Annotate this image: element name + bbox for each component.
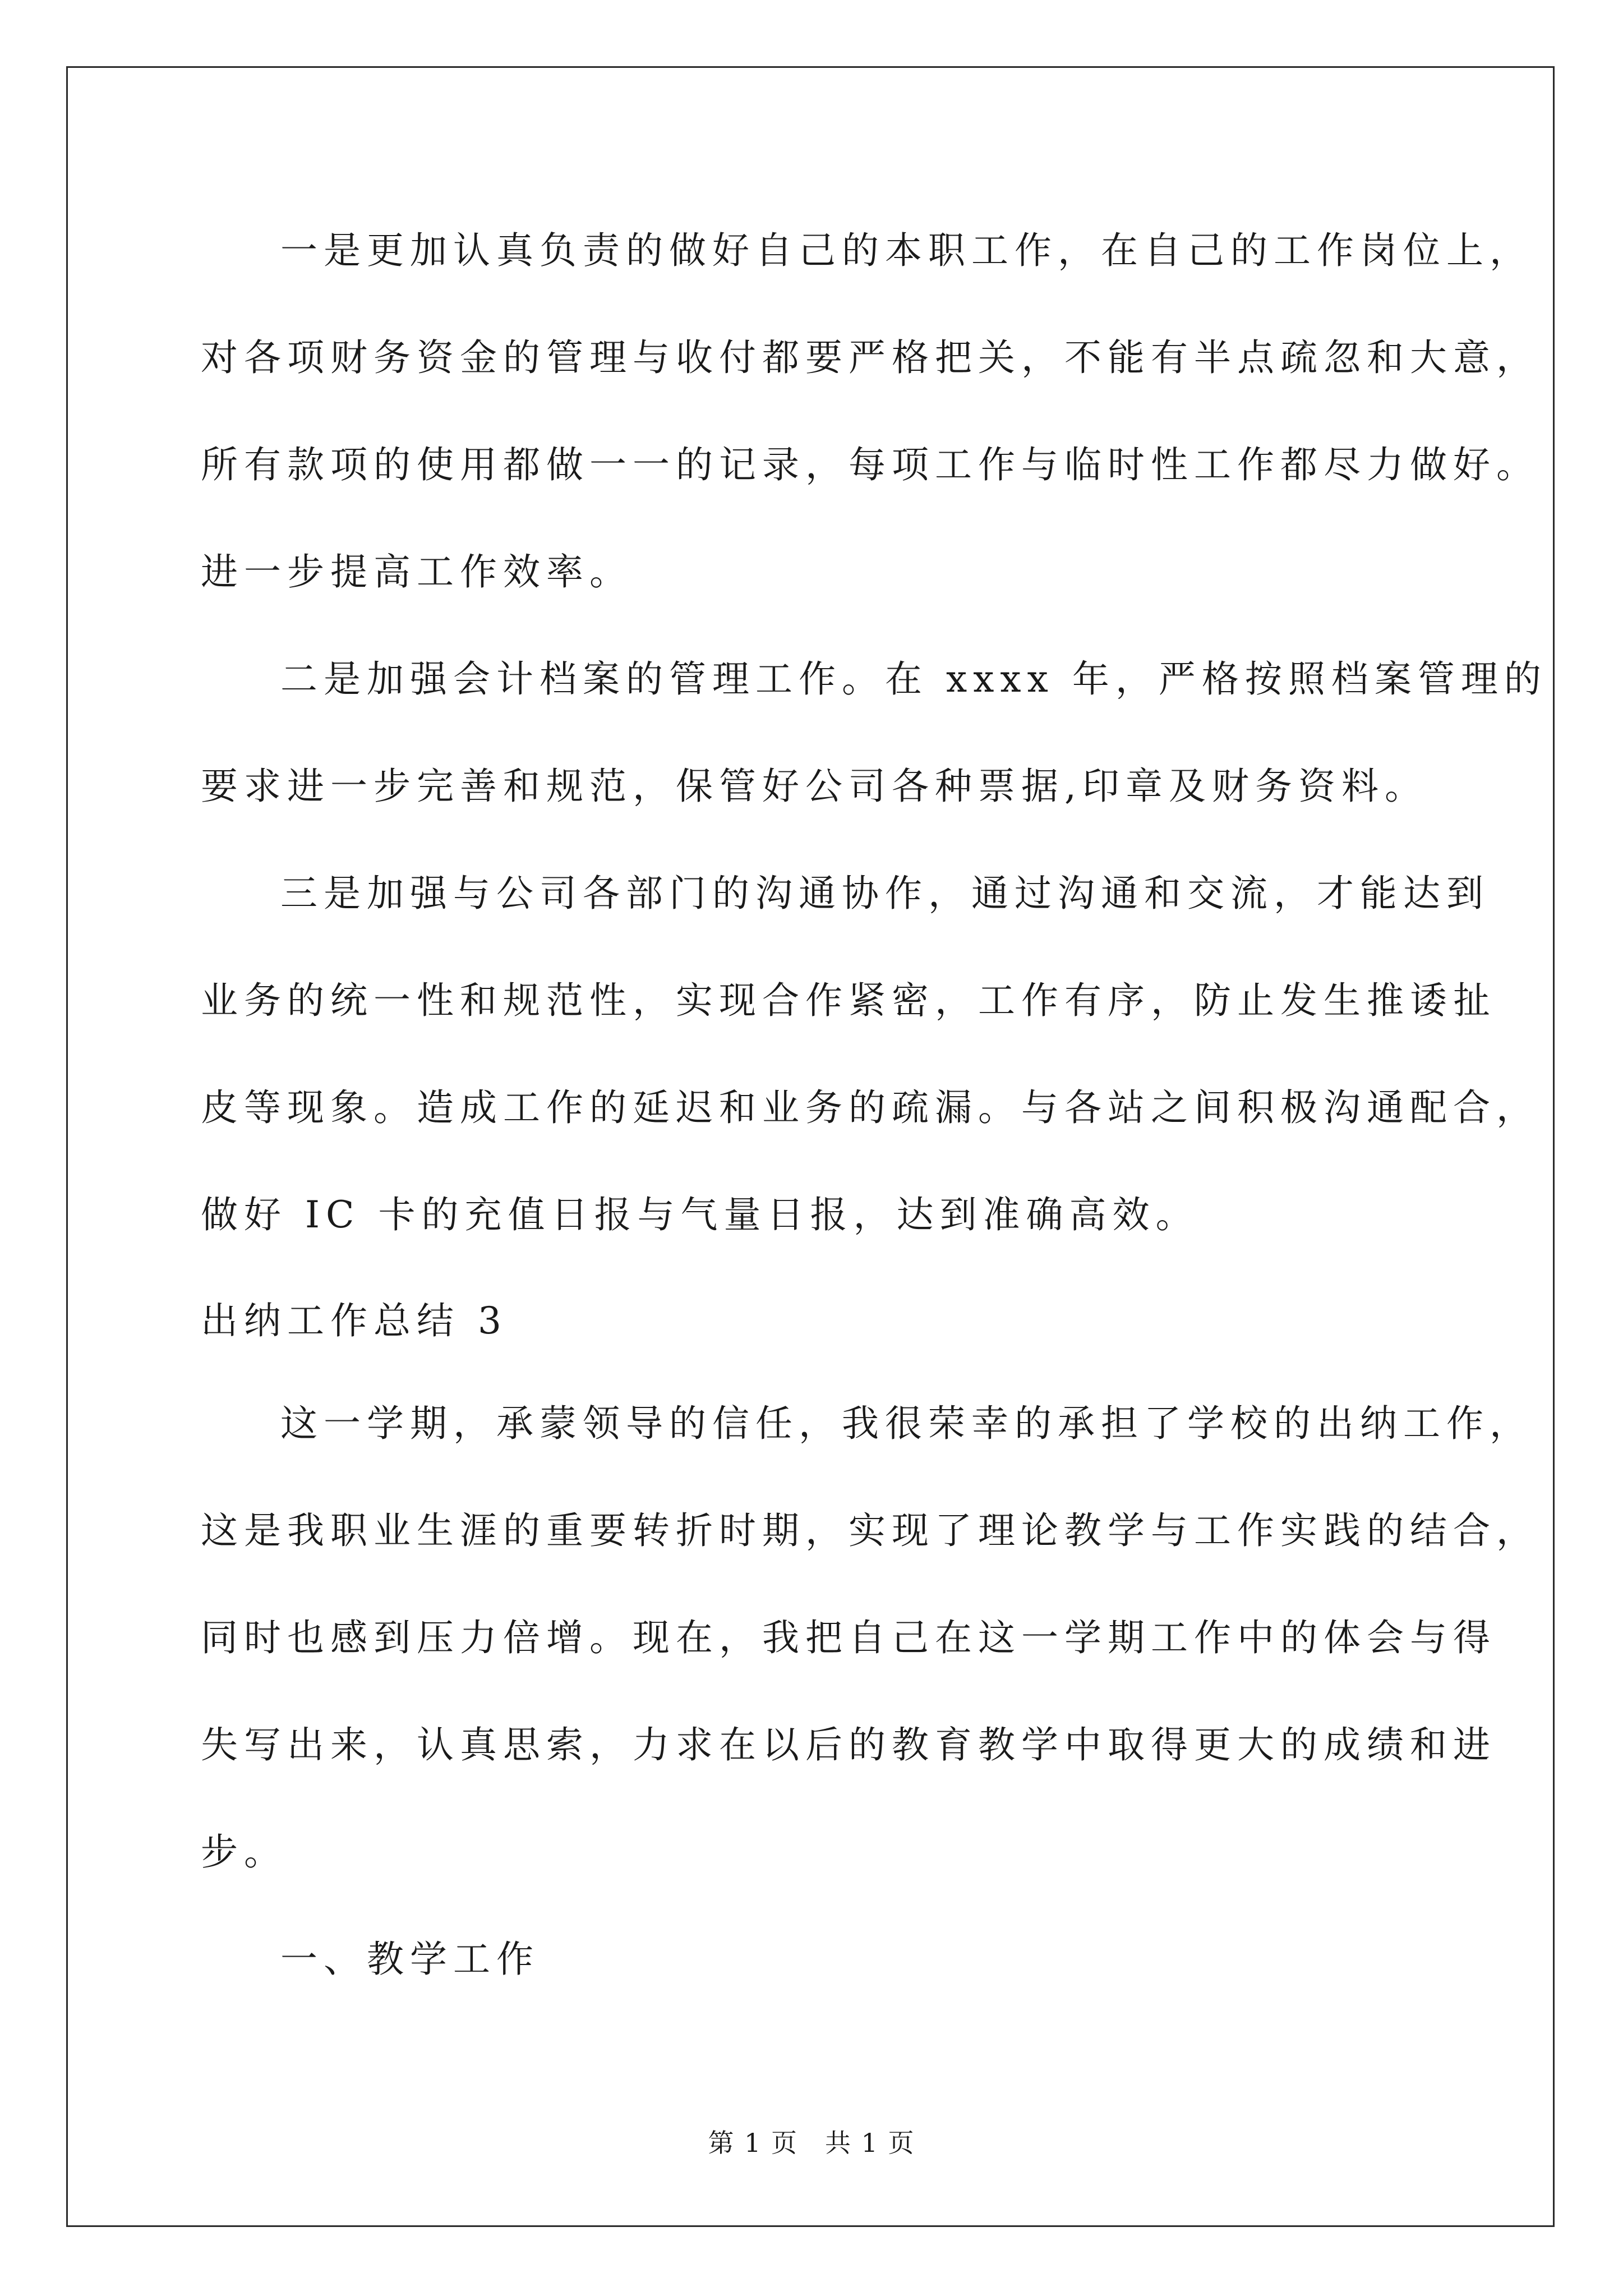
paragraph-line: 步。 xyxy=(201,1830,287,1874)
paragraph-line: 这一学期，承蒙领导的信任，我很荣幸的承担了学校的出纳工作， xyxy=(280,1402,1533,1445)
paragraph-line: 同时也感到压力倍增。现在，我把自己在这一学期工作中的体会与得 xyxy=(201,1616,1496,1659)
paragraph-line: 业务的统一性和规范性，实现合作紧密，工作有序，防止发生推诿扯 xyxy=(201,979,1496,1022)
paragraph-line: 对各项财务资金的管理与收付都要严格把关，不能有半点疏忽和大意， xyxy=(201,336,1539,379)
paragraph-line: 一是更加认真负责的做好自己的本职工作，在自己的工作岗位上， xyxy=(280,229,1533,272)
page-border xyxy=(66,66,1555,2227)
page-footer: 第 1 页 共 1 页 xyxy=(708,2128,915,2158)
paragraph-line: 失写出来，认真思索，力求在以后的教育教学中取得更大的成绩和进 xyxy=(201,1723,1496,1766)
paragraph-line: 所有款项的使用都做一一的记录，每项工作与临时性工作都尽力做好。 xyxy=(201,443,1539,486)
paragraph-line: 进一步提高工作效率。 xyxy=(201,550,633,593)
paragraph-line: 这是我职业生涯的重要转折时期，实现了理论教学与工作实践的结合， xyxy=(201,1509,1539,1552)
paragraph-line: 二是加强会计档案的管理工作。在 xxxx 年，严格按照档案管理的 xyxy=(280,657,1547,701)
paragraph-line: 三是加强与公司各部门的沟通协作，通过沟通和交流，才能达到 xyxy=(280,872,1490,915)
paragraph-line: 做好 IC 卡的充值日报与气量日报，达到准确高效。 xyxy=(201,1193,1199,1236)
paragraph-line: 皮等现象。造成工作的延迟和业务的疏漏。与各站之间积极沟通配合， xyxy=(201,1086,1539,1129)
subsection-heading: 一、教学工作 xyxy=(280,1938,540,1981)
paragraph-line: 要求进一步完善和规范，保管好公司各种票据,印章及财务资料。 xyxy=(201,765,1428,808)
section-heading: 出纳工作总结 3 xyxy=(201,1299,508,1342)
